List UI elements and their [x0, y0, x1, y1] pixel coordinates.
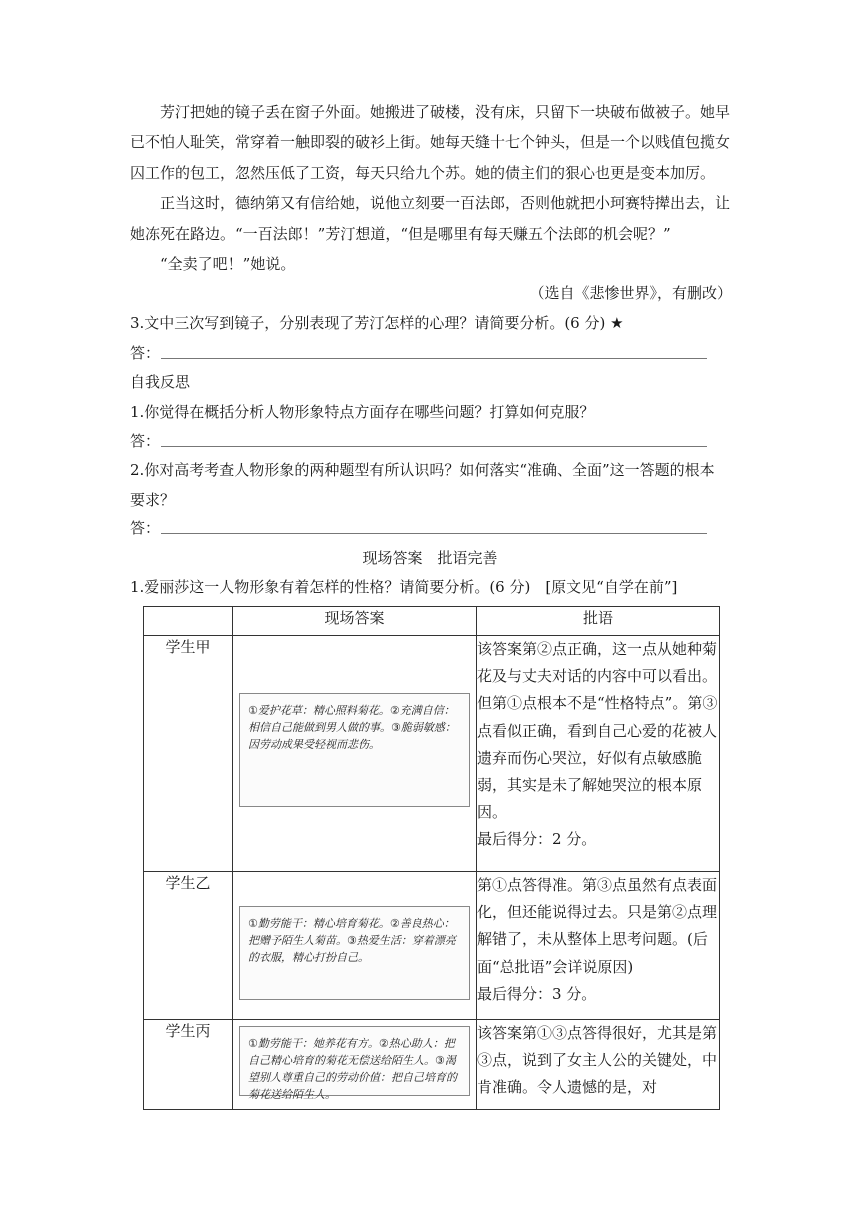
passage-p1-line3: 囚工作的包工，忽然压低了工资，每天只给九个苏。她的债主们的狠心也更是变本加厉。 — [130, 164, 716, 182]
reflection-title: 自我反思 — [130, 373, 191, 391]
student-name: 学生甲 — [144, 636, 233, 872]
grading-table — [143, 606, 720, 1110]
student-name: 学生丙 — [144, 1020, 233, 1110]
reflection-q1: 1.你觉得在概括分析人物形象特点方面存在哪些问题？打算如何克服？ — [130, 403, 595, 421]
score-text: 最后得分：3 分。 — [477, 984, 597, 1003]
passage-p3: “全卖了吧！”她说。 — [160, 255, 296, 273]
reflection-q1-answer-line[interactable] — [161, 446, 707, 447]
handwritten-answer-cell — [233, 636, 477, 872]
reflection-q1-answer-label: 答： — [130, 432, 161, 450]
comment-cell — [477, 636, 720, 872]
reflection-q2-answer-line[interactable] — [161, 533, 707, 534]
question-3 — [130, 313, 730, 333]
comment-text: 该答案第①③点答得很好，尤其是第③点，说到了女主人公的关键处，中肯准确。令人遗憾的是，对 — [477, 1024, 718, 1097]
q3-answer-line[interactable] — [161, 358, 707, 359]
comment-text: 该答案第②点正确，这一点从她种菊花及与丈夫对话的内容中可以看出。但第①点根本不是“性格特点”。第③点看似正确，看到自己心爱的花被人遗弃而伤心哭泣，好似有点敏感脆弱，其实是未了解她哭泣的根本原因。 — [477, 640, 718, 822]
comment-text: 第①点答得准。第③点虽然有点表面化，但还能说得过去。只是第②点理解错了，未从整体上思考问题。(后面“总批语”会详说原因) — [477, 876, 718, 976]
question-3-text: 3.文中三次写到镜子，分别表现了芳汀怎样的心理？请简要分析。(6 分) — [130, 314, 606, 332]
handwritten-answer-cell — [233, 1020, 477, 1110]
comment-cell — [477, 1020, 720, 1110]
handwritten-answer-image: ①勤劳能干：精心培育菊花。②善良热心：把赠予陌生人菊苗。③热爱生活：穿着漂亮的衣服，精心打扮自己。 — [239, 906, 470, 1000]
table-header-answer: 现场答案 — [233, 607, 477, 636]
handwritten-answer-image: ①勤劳能干：她养花有方。②热心助人：把自己精心培育的菊花无偿送给陌生人。③渴望别人尊重自己的劳动价值：把自己培育的菊花送给陌生人。 — [239, 1026, 470, 1096]
grading-question: 1.爱丽莎这一人物形象有着怎样的性格？请简要分析。(6 分) [原文见“自学在前”] — [130, 578, 678, 596]
handwritten-answer-image: ①爱护花草：精心照料菊花。②充满自信：相信自己能做到男人做的事。③脆弱敏感：因劳动成果受轻视而悲伤。 — [239, 693, 470, 807]
reflection-q2-line2: 要求？ — [130, 491, 176, 509]
table-row — [144, 636, 720, 872]
reflection-q2-answer-label: 答： — [130, 519, 161, 537]
star-icon: ★ — [610, 314, 624, 332]
section-title: 现场答案 批语完善 — [362, 549, 498, 567]
handwritten-answer-cell — [233, 872, 477, 1020]
student-name: 学生乙 — [144, 872, 233, 1020]
q3-answer-label: 答： — [130, 344, 161, 362]
passage-source: （选自《悲惨世界》，有删改） — [529, 284, 732, 302]
table-header-comment: 批语 — [477, 607, 720, 636]
passage-p2-line2: 她冻死在路边。“一百法郎！”芳汀想道，“但是哪里有每天赚五个法郎的机会呢？” — [130, 225, 671, 243]
comment-cell — [477, 872, 720, 1020]
reflection-q2-line1: 2.你对高考考查人物形象的两种题型有所认识吗？如何落实“准确、全面”这一答题的根本 — [130, 461, 715, 479]
table-header-row — [144, 607, 720, 636]
table-row — [144, 1020, 720, 1110]
table-header-student — [144, 607, 233, 636]
passage-p2-line1: 正当这时，德纳第又有信给她，说他立刻要一百法郎，否则他就把小珂赛特撵出去，让 — [160, 194, 731, 212]
passage-p1-line2: 已不怕人耻笑，常穿着一触即裂的破衫上街。她每天缝十七个钟头，但是一个以贱值包揽女 — [130, 133, 731, 151]
passage-p1-line1: 芳汀把她的镜子丢在窗子外面。她搬进了破楼，没有床，只留下一块破布做被子。她早 — [160, 103, 731, 121]
table-row — [144, 872, 720, 1020]
score-text: 最后得分：2 分。 — [477, 830, 597, 849]
